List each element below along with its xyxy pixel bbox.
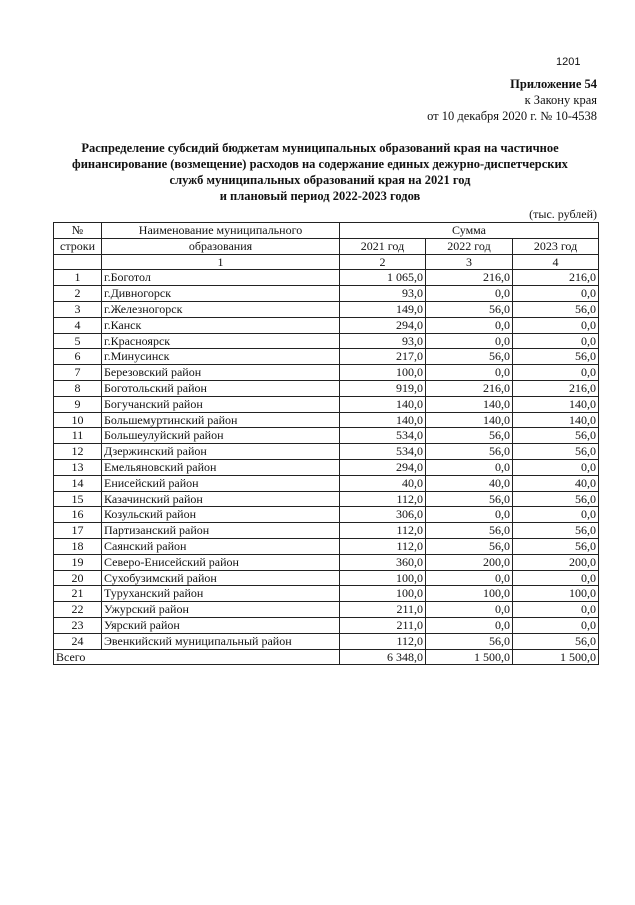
header-num-line2: строки bbox=[54, 238, 102, 254]
municipality-name: г.Боготол bbox=[102, 270, 340, 286]
header-num-line1: № bbox=[54, 223, 102, 239]
amount-2021: 112,0 bbox=[340, 491, 426, 507]
table-row bbox=[54, 523, 599, 539]
table-row bbox=[54, 270, 599, 286]
row-number: 16 bbox=[54, 507, 102, 523]
header-row bbox=[54, 223, 599, 239]
amount-2022: 56,0 bbox=[426, 633, 513, 649]
municipality-name: Эвенкийский муниципальный район bbox=[102, 633, 340, 649]
municipality-name: Боготольский район bbox=[102, 380, 340, 396]
amount-2021: 40,0 bbox=[340, 475, 426, 491]
municipality-name: Дзержинский район bbox=[102, 444, 340, 460]
row-number: 12 bbox=[54, 444, 102, 460]
municipality-name: г.Красноярск bbox=[102, 333, 340, 349]
amount-2022: 56,0 bbox=[426, 349, 513, 365]
amount-2022: 56,0 bbox=[426, 523, 513, 539]
page-number: 1201 bbox=[556, 56, 581, 68]
row-number: 21 bbox=[54, 586, 102, 602]
title-line: финансирование (возмещение) расходов на содержание единых дежурно-диспетчерских bbox=[72, 157, 568, 171]
table-row bbox=[54, 554, 599, 570]
amount-2022: 0,0 bbox=[426, 570, 513, 586]
table-row bbox=[54, 586, 599, 602]
title-line: Распределение субсидий бюджетам муниципальных образований края на частичное bbox=[81, 141, 559, 155]
amount-2023: 56,0 bbox=[513, 349, 599, 365]
municipality-name: Северо-Енисейский район bbox=[102, 554, 340, 570]
header-year-2021: 2021 год bbox=[340, 238, 426, 254]
row-number: 18 bbox=[54, 538, 102, 554]
column-number: 3 bbox=[426, 254, 513, 270]
row-number: 24 bbox=[54, 633, 102, 649]
municipality-name: Березовский район bbox=[102, 365, 340, 381]
amount-2021: 93,0 bbox=[340, 333, 426, 349]
municipality-name: Большеулуйский район bbox=[102, 428, 340, 444]
amount-2021: 211,0 bbox=[340, 602, 426, 618]
amount-2021: 211,0 bbox=[340, 617, 426, 633]
amount-2021: 100,0 bbox=[340, 586, 426, 602]
row-number: 22 bbox=[54, 602, 102, 618]
table-row bbox=[54, 491, 599, 507]
amount-2022: 0,0 bbox=[426, 365, 513, 381]
amount-2023: 56,0 bbox=[513, 428, 599, 444]
table-row bbox=[54, 617, 599, 633]
municipality-name: г.Дивногорск bbox=[102, 286, 340, 302]
row-number: 20 bbox=[54, 570, 102, 586]
amount-2022: 56,0 bbox=[426, 301, 513, 317]
amount-2021: 140,0 bbox=[340, 396, 426, 412]
amount-2022: 0,0 bbox=[426, 507, 513, 523]
appendix-block bbox=[427, 76, 597, 124]
table-row bbox=[54, 380, 599, 396]
amount-2021: 217,0 bbox=[340, 349, 426, 365]
amount-2021: 112,0 bbox=[340, 633, 426, 649]
total-row bbox=[54, 649, 599, 665]
subsidy-table bbox=[53, 222, 599, 665]
amount-2021: 100,0 bbox=[340, 570, 426, 586]
appendix-date-line: от 10 декабря 2020 г. № 10-4538 bbox=[427, 109, 597, 123]
amount-2023: 0,0 bbox=[513, 459, 599, 475]
appendix-law-line: к Закону края bbox=[524, 93, 597, 107]
column-number: 1 bbox=[102, 254, 340, 270]
table-row bbox=[54, 396, 599, 412]
header-sum: Сумма bbox=[340, 223, 599, 239]
table-row bbox=[54, 475, 599, 491]
column-number: 2 bbox=[340, 254, 426, 270]
municipality-name: г.Железногорск bbox=[102, 301, 340, 317]
row-number: 10 bbox=[54, 412, 102, 428]
amount-2021: 1 065,0 bbox=[340, 270, 426, 286]
amount-2023: 0,0 bbox=[513, 617, 599, 633]
amount-2023: 216,0 bbox=[513, 380, 599, 396]
municipality-name: Партизанский район bbox=[102, 523, 340, 539]
amount-2023: 40,0 bbox=[513, 475, 599, 491]
units-label: (тыс. рублей) bbox=[529, 207, 597, 221]
row-number: 8 bbox=[54, 380, 102, 396]
total-2023: 1 500,0 bbox=[513, 649, 599, 665]
amount-2021: 294,0 bbox=[340, 459, 426, 475]
amount-2021: 534,0 bbox=[340, 444, 426, 460]
municipality-name: Туруханский район bbox=[102, 586, 340, 602]
header-year-2022: 2022 год bbox=[426, 238, 513, 254]
table-row bbox=[54, 507, 599, 523]
amount-2022: 56,0 bbox=[426, 428, 513, 444]
table-row bbox=[54, 333, 599, 349]
municipality-name: г.Минусинск bbox=[102, 349, 340, 365]
row-number: 4 bbox=[54, 317, 102, 333]
amount-2023: 0,0 bbox=[513, 365, 599, 381]
row-number: 9 bbox=[54, 396, 102, 412]
amount-2021: 294,0 bbox=[340, 317, 426, 333]
municipality-name: Емельяновский район bbox=[102, 459, 340, 475]
amount-2022: 40,0 bbox=[426, 475, 513, 491]
amount-2021: 534,0 bbox=[340, 428, 426, 444]
amount-2021: 100,0 bbox=[340, 365, 426, 381]
amount-2023: 0,0 bbox=[513, 507, 599, 523]
amount-2022: 216,0 bbox=[426, 380, 513, 396]
table-row bbox=[54, 538, 599, 554]
amount-2023: 56,0 bbox=[513, 633, 599, 649]
table-row bbox=[54, 444, 599, 460]
amount-2021: 360,0 bbox=[340, 554, 426, 570]
column-number-blank bbox=[54, 254, 102, 270]
row-number: 14 bbox=[54, 475, 102, 491]
amount-2023: 0,0 bbox=[513, 317, 599, 333]
amount-2022: 100,0 bbox=[426, 586, 513, 602]
amount-2021: 112,0 bbox=[340, 523, 426, 539]
column-numbers-row bbox=[54, 254, 599, 270]
row-number: 7 bbox=[54, 365, 102, 381]
municipality-name: Саянский район bbox=[102, 538, 340, 554]
header-name-line2: образования bbox=[102, 238, 340, 254]
amount-2022: 0,0 bbox=[426, 459, 513, 475]
row-number: 5 bbox=[54, 333, 102, 349]
amount-2021: 93,0 bbox=[340, 286, 426, 302]
title-line: и плановый период 2022-2023 годов bbox=[219, 189, 421, 203]
amount-2023: 140,0 bbox=[513, 412, 599, 428]
row-number: 3 bbox=[54, 301, 102, 317]
appendix-title: Приложение 54 bbox=[510, 77, 597, 91]
amount-2021: 112,0 bbox=[340, 538, 426, 554]
header-year-2023: 2023 год bbox=[513, 238, 599, 254]
amount-2023: 100,0 bbox=[513, 586, 599, 602]
amount-2021: 140,0 bbox=[340, 412, 426, 428]
amount-2023: 56,0 bbox=[513, 444, 599, 460]
municipality-name: г.Канск bbox=[102, 317, 340, 333]
amount-2022: 0,0 bbox=[426, 602, 513, 618]
table-row bbox=[54, 459, 599, 475]
total-2022: 1 500,0 bbox=[426, 649, 513, 665]
amount-2023: 0,0 bbox=[513, 602, 599, 618]
municipality-name: Большемуртинский район bbox=[102, 412, 340, 428]
amount-2021: 149,0 bbox=[340, 301, 426, 317]
municipality-name: Сухобузимский район bbox=[102, 570, 340, 586]
amount-2022: 200,0 bbox=[426, 554, 513, 570]
municipality-name: Казачинский район bbox=[102, 491, 340, 507]
table-row bbox=[54, 286, 599, 302]
row-number: 11 bbox=[54, 428, 102, 444]
total-2021: 6 348,0 bbox=[340, 649, 426, 665]
table-row bbox=[54, 633, 599, 649]
amount-2023: 216,0 bbox=[513, 270, 599, 286]
amount-2022: 56,0 bbox=[426, 491, 513, 507]
amount-2021: 306,0 bbox=[340, 507, 426, 523]
header-name-line1: Наименование муниципального bbox=[102, 223, 340, 239]
table-row bbox=[54, 428, 599, 444]
table-row bbox=[54, 570, 599, 586]
amount-2023: 200,0 bbox=[513, 554, 599, 570]
municipality-name: Уярский район bbox=[102, 617, 340, 633]
amount-2022: 216,0 bbox=[426, 270, 513, 286]
row-number: 13 bbox=[54, 459, 102, 475]
municipality-name: Ужурский район bbox=[102, 602, 340, 618]
row-number: 15 bbox=[54, 491, 102, 507]
row-number: 19 bbox=[54, 554, 102, 570]
municipality-name: Козульский район bbox=[102, 507, 340, 523]
amount-2021: 919,0 bbox=[340, 380, 426, 396]
document-title bbox=[40, 140, 600, 204]
amount-2023: 56,0 bbox=[513, 538, 599, 554]
row-number: 6 bbox=[54, 349, 102, 365]
amount-2023: 140,0 bbox=[513, 396, 599, 412]
table-row bbox=[54, 602, 599, 618]
amount-2023: 56,0 bbox=[513, 301, 599, 317]
amount-2022: 0,0 bbox=[426, 617, 513, 633]
row-number: 17 bbox=[54, 523, 102, 539]
table-row bbox=[54, 365, 599, 381]
row-number: 2 bbox=[54, 286, 102, 302]
amount-2023: 56,0 bbox=[513, 523, 599, 539]
amount-2022: 0,0 bbox=[426, 317, 513, 333]
amount-2023: 0,0 bbox=[513, 286, 599, 302]
amount-2023: 56,0 bbox=[513, 491, 599, 507]
amount-2022: 56,0 bbox=[426, 444, 513, 460]
amount-2022: 0,0 bbox=[426, 286, 513, 302]
row-number: 1 bbox=[54, 270, 102, 286]
amount-2023: 0,0 bbox=[513, 570, 599, 586]
municipality-name: Енисейский район bbox=[102, 475, 340, 491]
amount-2022: 140,0 bbox=[426, 396, 513, 412]
total-label: Всего bbox=[54, 649, 340, 665]
header-row bbox=[54, 238, 599, 254]
row-number: 23 bbox=[54, 617, 102, 633]
amount-2023: 0,0 bbox=[513, 333, 599, 349]
table-row bbox=[54, 412, 599, 428]
amount-2022: 140,0 bbox=[426, 412, 513, 428]
column-number: 4 bbox=[513, 254, 599, 270]
municipality-name: Богучанский район bbox=[102, 396, 340, 412]
title-line: служб муниципальных образований края на 2021 год bbox=[169, 173, 471, 187]
amount-2022: 56,0 bbox=[426, 538, 513, 554]
table-row bbox=[54, 317, 599, 333]
table-row bbox=[54, 301, 599, 317]
table-row bbox=[54, 349, 599, 365]
amount-2022: 0,0 bbox=[426, 333, 513, 349]
